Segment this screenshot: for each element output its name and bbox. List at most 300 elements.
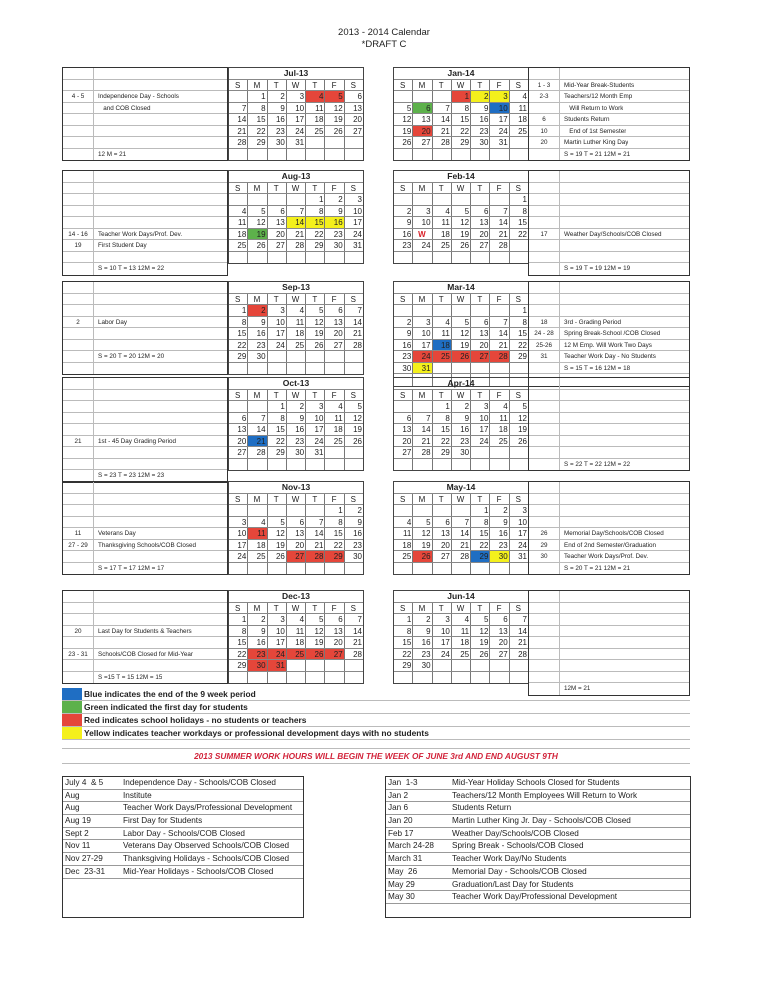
day-cell: 19: [268, 540, 287, 551]
week-row: [394, 194, 528, 206]
note-row: [529, 363, 689, 375]
month-title: Aug-13: [229, 171, 363, 183]
weekday-label: S: [350, 294, 356, 304]
day-cell: 11: [452, 626, 471, 637]
day-cell: 21: [353, 329, 362, 338]
day-cell: 1: [433, 401, 452, 412]
day-cell: 27: [229, 447, 248, 458]
day-cell: [229, 563, 248, 575]
note-row: [529, 340, 689, 352]
summary-text: First Day for Students: [123, 816, 203, 826]
weekday-label: S: [394, 294, 413, 305]
note-date: [529, 672, 560, 683]
day-cell: 25: [248, 551, 267, 562]
note-text: [560, 436, 564, 447]
note-date: [63, 217, 94, 228]
day-cell: 8: [433, 413, 452, 424]
day-cell: 9: [325, 206, 344, 217]
month-calendar-sep-13: [228, 281, 364, 375]
day-cell: 8: [306, 206, 325, 217]
day-cell: [452, 563, 471, 575]
day-cell: 15: [518, 218, 527, 227]
week-row: [394, 401, 528, 413]
note-row: [63, 505, 227, 517]
summary-row: [63, 777, 303, 790]
day-cell: 19: [471, 637, 490, 648]
day-cell: 18: [518, 115, 527, 124]
day-cell-red: 4: [306, 91, 325, 102]
week-row: [394, 363, 528, 375]
weekday-header: [229, 80, 363, 92]
note-date: [529, 363, 560, 374]
day-cell-red: 24: [413, 351, 432, 362]
note-date: [529, 459, 560, 471]
weekday-label: S: [350, 80, 356, 90]
day-cell: 23: [394, 240, 413, 251]
week-row: [394, 413, 528, 425]
day-cell: 4: [433, 317, 452, 328]
day-cell: 23: [325, 229, 344, 240]
note-date: 20: [529, 137, 560, 148]
day-cell: 17: [268, 328, 287, 339]
day-cell: 31: [518, 552, 527, 561]
day-cell: 11: [433, 328, 452, 339]
day-cell: 11: [394, 528, 413, 539]
day-cell: 17: [413, 340, 432, 351]
note-row: [63, 294, 227, 306]
day-cell: 6: [325, 614, 344, 625]
day-cell: 15: [248, 114, 267, 125]
note-row: [529, 637, 689, 649]
legend-text: Green indicated the first day for students: [84, 702, 248, 712]
summary-row: [386, 815, 690, 828]
note-row: [529, 660, 689, 672]
summary-text: Martin Luther King Jr. Day - Schools/COB Closed: [452, 816, 631, 826]
day-cell: 7: [413, 413, 432, 424]
week-row: [394, 551, 528, 563]
day-cell: [345, 447, 363, 458]
summary-row: [63, 866, 303, 879]
note-row: [529, 114, 689, 126]
summary-text: Institute: [123, 790, 152, 800]
week-row: [394, 660, 528, 672]
weekday-label: F: [490, 80, 509, 91]
note-row: [529, 563, 689, 575]
day-cell: [345, 252, 363, 264]
legend-item: [62, 714, 690, 727]
day-cell: 7: [490, 317, 509, 328]
month-title: Apr-14: [394, 378, 528, 390]
day-cell: 27: [353, 126, 362, 136]
day-cell: 7: [357, 615, 362, 624]
note-row: [63, 363, 227, 375]
day-cell: 15: [471, 528, 490, 539]
day-cell: 24: [490, 126, 509, 137]
day-cell: [325, 149, 344, 161]
day-cell: 5: [452, 206, 471, 217]
day-cell: 5: [306, 614, 325, 625]
note-text: [560, 252, 564, 263]
day-cell: 8: [394, 626, 413, 637]
day-cell: [229, 91, 248, 102]
note-text: End of 2nd Semester/Graduation: [564, 541, 657, 549]
note-text: [94, 137, 98, 148]
day-cell: 25: [306, 126, 325, 137]
note-row: [529, 317, 689, 329]
note-row: [63, 137, 227, 149]
day-cell: 17: [229, 540, 248, 551]
note-row: [63, 206, 227, 218]
day-cell: 24: [353, 229, 362, 239]
day-cell: 8: [248, 103, 267, 114]
day-cell: [394, 505, 413, 516]
day-cell: [471, 363, 490, 374]
month-calendar-aug-13: [228, 170, 364, 264]
day-cell: 19: [353, 425, 362, 434]
note-row: [63, 103, 227, 115]
day-cell: 9: [268, 103, 287, 114]
summary-row: [63, 853, 303, 866]
weekday-label: T: [268, 183, 287, 194]
week-row: [394, 252, 528, 264]
day-cell: [306, 149, 325, 161]
note-row: [529, 103, 689, 115]
day-cell-red: 26: [306, 649, 325, 660]
note-date: 11: [63, 528, 94, 539]
weekday-label: M: [413, 603, 432, 614]
day-cell: [510, 660, 528, 671]
note-row: [529, 424, 689, 436]
day-cell: [471, 459, 490, 471]
day-cell: 6: [287, 517, 306, 528]
weekday-header: [394, 80, 528, 92]
day-cell: 7: [306, 517, 325, 528]
day-cell: 19: [452, 229, 471, 240]
weekday-label: M: [413, 294, 432, 305]
month-title: Nov-13: [229, 482, 363, 494]
day-cell: 16: [268, 114, 287, 125]
note-row: [63, 317, 227, 329]
weekday-label: T: [268, 390, 287, 401]
day-cell: [394, 305, 413, 316]
day-count-summary: 12 M = 21: [98, 150, 127, 158]
day-cell: [306, 563, 325, 575]
day-cell: [306, 505, 325, 516]
note-text: Spring Break-School /COB Closed: [564, 330, 661, 337]
day-cell: [268, 459, 287, 471]
day-cell: [490, 563, 509, 575]
note-date: [63, 183, 94, 194]
summary-text: Independence Day - Schools/COB Closed: [123, 778, 276, 787]
weekday-label: T: [471, 183, 490, 194]
note-text: [560, 482, 564, 493]
day-cell: 15: [394, 637, 413, 648]
summary-date: Dec 23-31: [65, 866, 106, 876]
day-cell: [413, 252, 432, 264]
day-cell: [490, 363, 509, 374]
day-cell: [413, 401, 432, 412]
day-cell: 15: [433, 424, 452, 435]
week-row: [394, 103, 528, 115]
day-cell: [325, 363, 344, 375]
day-cell: 24: [229, 551, 248, 562]
week-row: [229, 563, 363, 575]
note-row: [63, 149, 227, 161]
day-cell: 1: [306, 194, 325, 205]
note-date: [63, 603, 94, 614]
weekday-header: [229, 390, 363, 402]
note-row: [63, 91, 227, 103]
note-row: [529, 413, 689, 425]
day-cell: 30: [471, 137, 490, 148]
note-row: [63, 229, 227, 241]
day-cell: 20: [490, 637, 509, 648]
day-cell: 18: [287, 328, 306, 339]
day-cell: 31: [353, 241, 362, 250]
day-cell: [471, 194, 490, 205]
day-cell: [248, 459, 267, 471]
note-date: [63, 149, 94, 161]
day-cell-red: 28: [306, 551, 325, 562]
week-row: [394, 436, 528, 448]
weekday-header: [229, 183, 363, 195]
week-row: [229, 413, 363, 425]
day-cell: 3: [413, 317, 432, 328]
note-text: Students Return: [564, 116, 610, 123]
note-text: [560, 626, 564, 637]
day-cell: 16: [248, 328, 267, 339]
week-row: [229, 252, 363, 264]
day-cell: [433, 305, 452, 316]
note-date: [63, 551, 94, 562]
weekday-label: T: [433, 390, 452, 401]
day-cell: 14: [306, 528, 325, 539]
day-cell: [229, 672, 248, 684]
day-cell: [306, 672, 325, 684]
note-row: [63, 282, 227, 294]
day-cell: [287, 459, 306, 471]
day-cell: 22: [518, 229, 527, 239]
day-cell: 6: [268, 206, 287, 217]
note-row: [529, 252, 689, 264]
day-cell: [394, 459, 413, 471]
day-cell: 5: [394, 103, 413, 114]
note-text: End of 1st Semester: [564, 127, 627, 135]
day-cell: 19: [413, 540, 432, 551]
day-cell: 15: [268, 424, 287, 435]
day-cell: [248, 563, 267, 575]
day-cell: 26: [248, 240, 267, 251]
note-text: [94, 603, 98, 614]
day-cell: 1: [229, 614, 248, 625]
month-title: Dec-13: [229, 591, 363, 603]
day-cell: 9: [248, 626, 267, 637]
day-cell: 18: [394, 540, 413, 551]
day-cell: [510, 252, 528, 264]
note-text: [94, 217, 98, 228]
day-cell: 12: [306, 626, 325, 637]
note-text: [94, 305, 98, 316]
day-cell-red: 25: [287, 649, 306, 660]
note-row: [529, 591, 689, 603]
day-cell: 5: [452, 317, 471, 328]
day-cell: 18: [433, 229, 452, 240]
note-date: [63, 194, 94, 205]
note-date: [529, 626, 560, 637]
day-cell: [345, 672, 363, 684]
note-date: [63, 68, 94, 79]
day-cell: [325, 672, 344, 684]
day-cell: 10: [413, 217, 432, 228]
day-cell: 5: [248, 206, 267, 217]
note-text: [560, 390, 564, 401]
weekday-label: S: [229, 494, 248, 505]
day-cell: 22: [229, 340, 248, 351]
weekday-label: T: [433, 80, 452, 91]
note-date: [63, 482, 94, 493]
day-cell: 13: [490, 626, 509, 637]
day-cell: 12: [518, 413, 527, 423]
weekday-header: [394, 603, 528, 615]
week-row: [229, 114, 363, 126]
day-cell: 6: [490, 614, 509, 625]
day-cell: 5: [522, 402, 527, 411]
day-cell: [287, 660, 306, 671]
summary-date: Nov 11: [65, 841, 91, 851]
day-cell: 28: [229, 137, 248, 148]
week-row: [229, 637, 363, 649]
summary-text: Veterans Day Observed Schools/COB Closed: [123, 841, 290, 851]
summary-row: [386, 891, 690, 904]
summary-date: Sept 2: [65, 828, 89, 838]
day-cell: 6: [394, 413, 413, 424]
legend-swatch-yellow: [62, 727, 82, 739]
month-notes: [528, 170, 690, 276]
note-row: [529, 91, 689, 103]
weekday-label: W: [452, 494, 471, 505]
note-row: [63, 649, 227, 661]
note-row: [63, 390, 227, 402]
note-date: [529, 240, 560, 251]
note-text: [560, 282, 564, 293]
note-date: [529, 505, 560, 516]
day-cell: 29: [229, 660, 248, 671]
note-row: [63, 528, 227, 540]
note-date: [529, 263, 560, 275]
note-row: [63, 114, 227, 126]
week-row: [394, 328, 528, 340]
note-date: [63, 447, 94, 458]
note-date: 18: [529, 317, 560, 328]
day-cell: 1: [471, 505, 490, 516]
week-row: [394, 340, 528, 352]
weekday-label: S: [229, 294, 248, 305]
note-row: [529, 505, 689, 517]
note-date: [63, 114, 94, 125]
note-date: [529, 149, 560, 161]
day-cell: 13: [353, 103, 362, 113]
summary-date: May 30: [388, 892, 415, 902]
day-cell: 25: [433, 240, 452, 251]
weekday-label: S: [394, 494, 413, 505]
month-title: Jul-13: [229, 68, 363, 80]
day-cell: 5: [306, 305, 325, 316]
note-row: [529, 436, 689, 448]
summary-row: [386, 777, 690, 790]
month-calendar-nov-13: [228, 481, 364, 575]
weekday-label: W: [287, 390, 306, 401]
month-notes: [528, 377, 690, 471]
day-cell: 12: [306, 317, 325, 328]
note-row: [529, 126, 689, 138]
day-cell: [490, 305, 509, 316]
week-row: [229, 551, 363, 563]
note-text: [560, 171, 564, 182]
week-row: [229, 424, 363, 436]
day-cell-green: 6: [413, 103, 432, 114]
day-cell: 2: [287, 401, 306, 412]
day-cell: [248, 149, 267, 161]
note-text: [94, 390, 98, 401]
day-cell: 12: [471, 626, 490, 637]
note-row: [529, 494, 689, 506]
day-cell: 8: [229, 317, 248, 328]
day-cell: 19: [306, 637, 325, 648]
day-cell-red: 30: [248, 660, 267, 671]
day-cell: [510, 363, 528, 374]
month-notes: [528, 590, 690, 696]
day-cell: 16: [490, 528, 509, 539]
note-row: [63, 517, 227, 529]
month-calendar-jan-14: [393, 67, 529, 161]
legend-item: [62, 701, 690, 714]
day-cell: 18: [248, 540, 267, 551]
week-row: [229, 103, 363, 115]
week-row: [229, 447, 363, 459]
day-cell: [325, 660, 344, 671]
weekday-label: M: [248, 603, 267, 614]
day-cell: [510, 672, 528, 684]
note-text: Teacher Work Days/Prof. Dev.: [98, 230, 183, 238]
note-row: [63, 436, 227, 448]
weekday-label: F: [325, 294, 344, 305]
summary-date: March 24-28: [388, 841, 434, 851]
day-cell: [471, 660, 490, 671]
summary-text: Memorial Day - Schools/COB Closed: [452, 866, 587, 876]
day-cell: 27: [325, 340, 344, 351]
day-cell: [287, 363, 306, 375]
weekday-label: M: [413, 80, 432, 91]
month-notes: [528, 67, 690, 161]
day-cell: [452, 363, 471, 374]
day-cell: [433, 660, 452, 671]
note-row: [63, 494, 227, 506]
week-row: [229, 614, 363, 626]
note-row: [529, 305, 689, 317]
weekday-label: S: [515, 294, 521, 304]
day-cell: 3: [433, 614, 452, 625]
legend-item: [62, 727, 690, 740]
note-row: [529, 217, 689, 229]
week-row: [229, 649, 363, 661]
day-cell: [394, 149, 413, 161]
day-cell: 7: [357, 306, 362, 315]
day-cell-blue: 18: [433, 340, 452, 351]
week-row: [394, 637, 528, 649]
day-cell: 21: [413, 436, 432, 447]
note-date: [63, 252, 94, 263]
day-cell: 9: [471, 103, 490, 114]
